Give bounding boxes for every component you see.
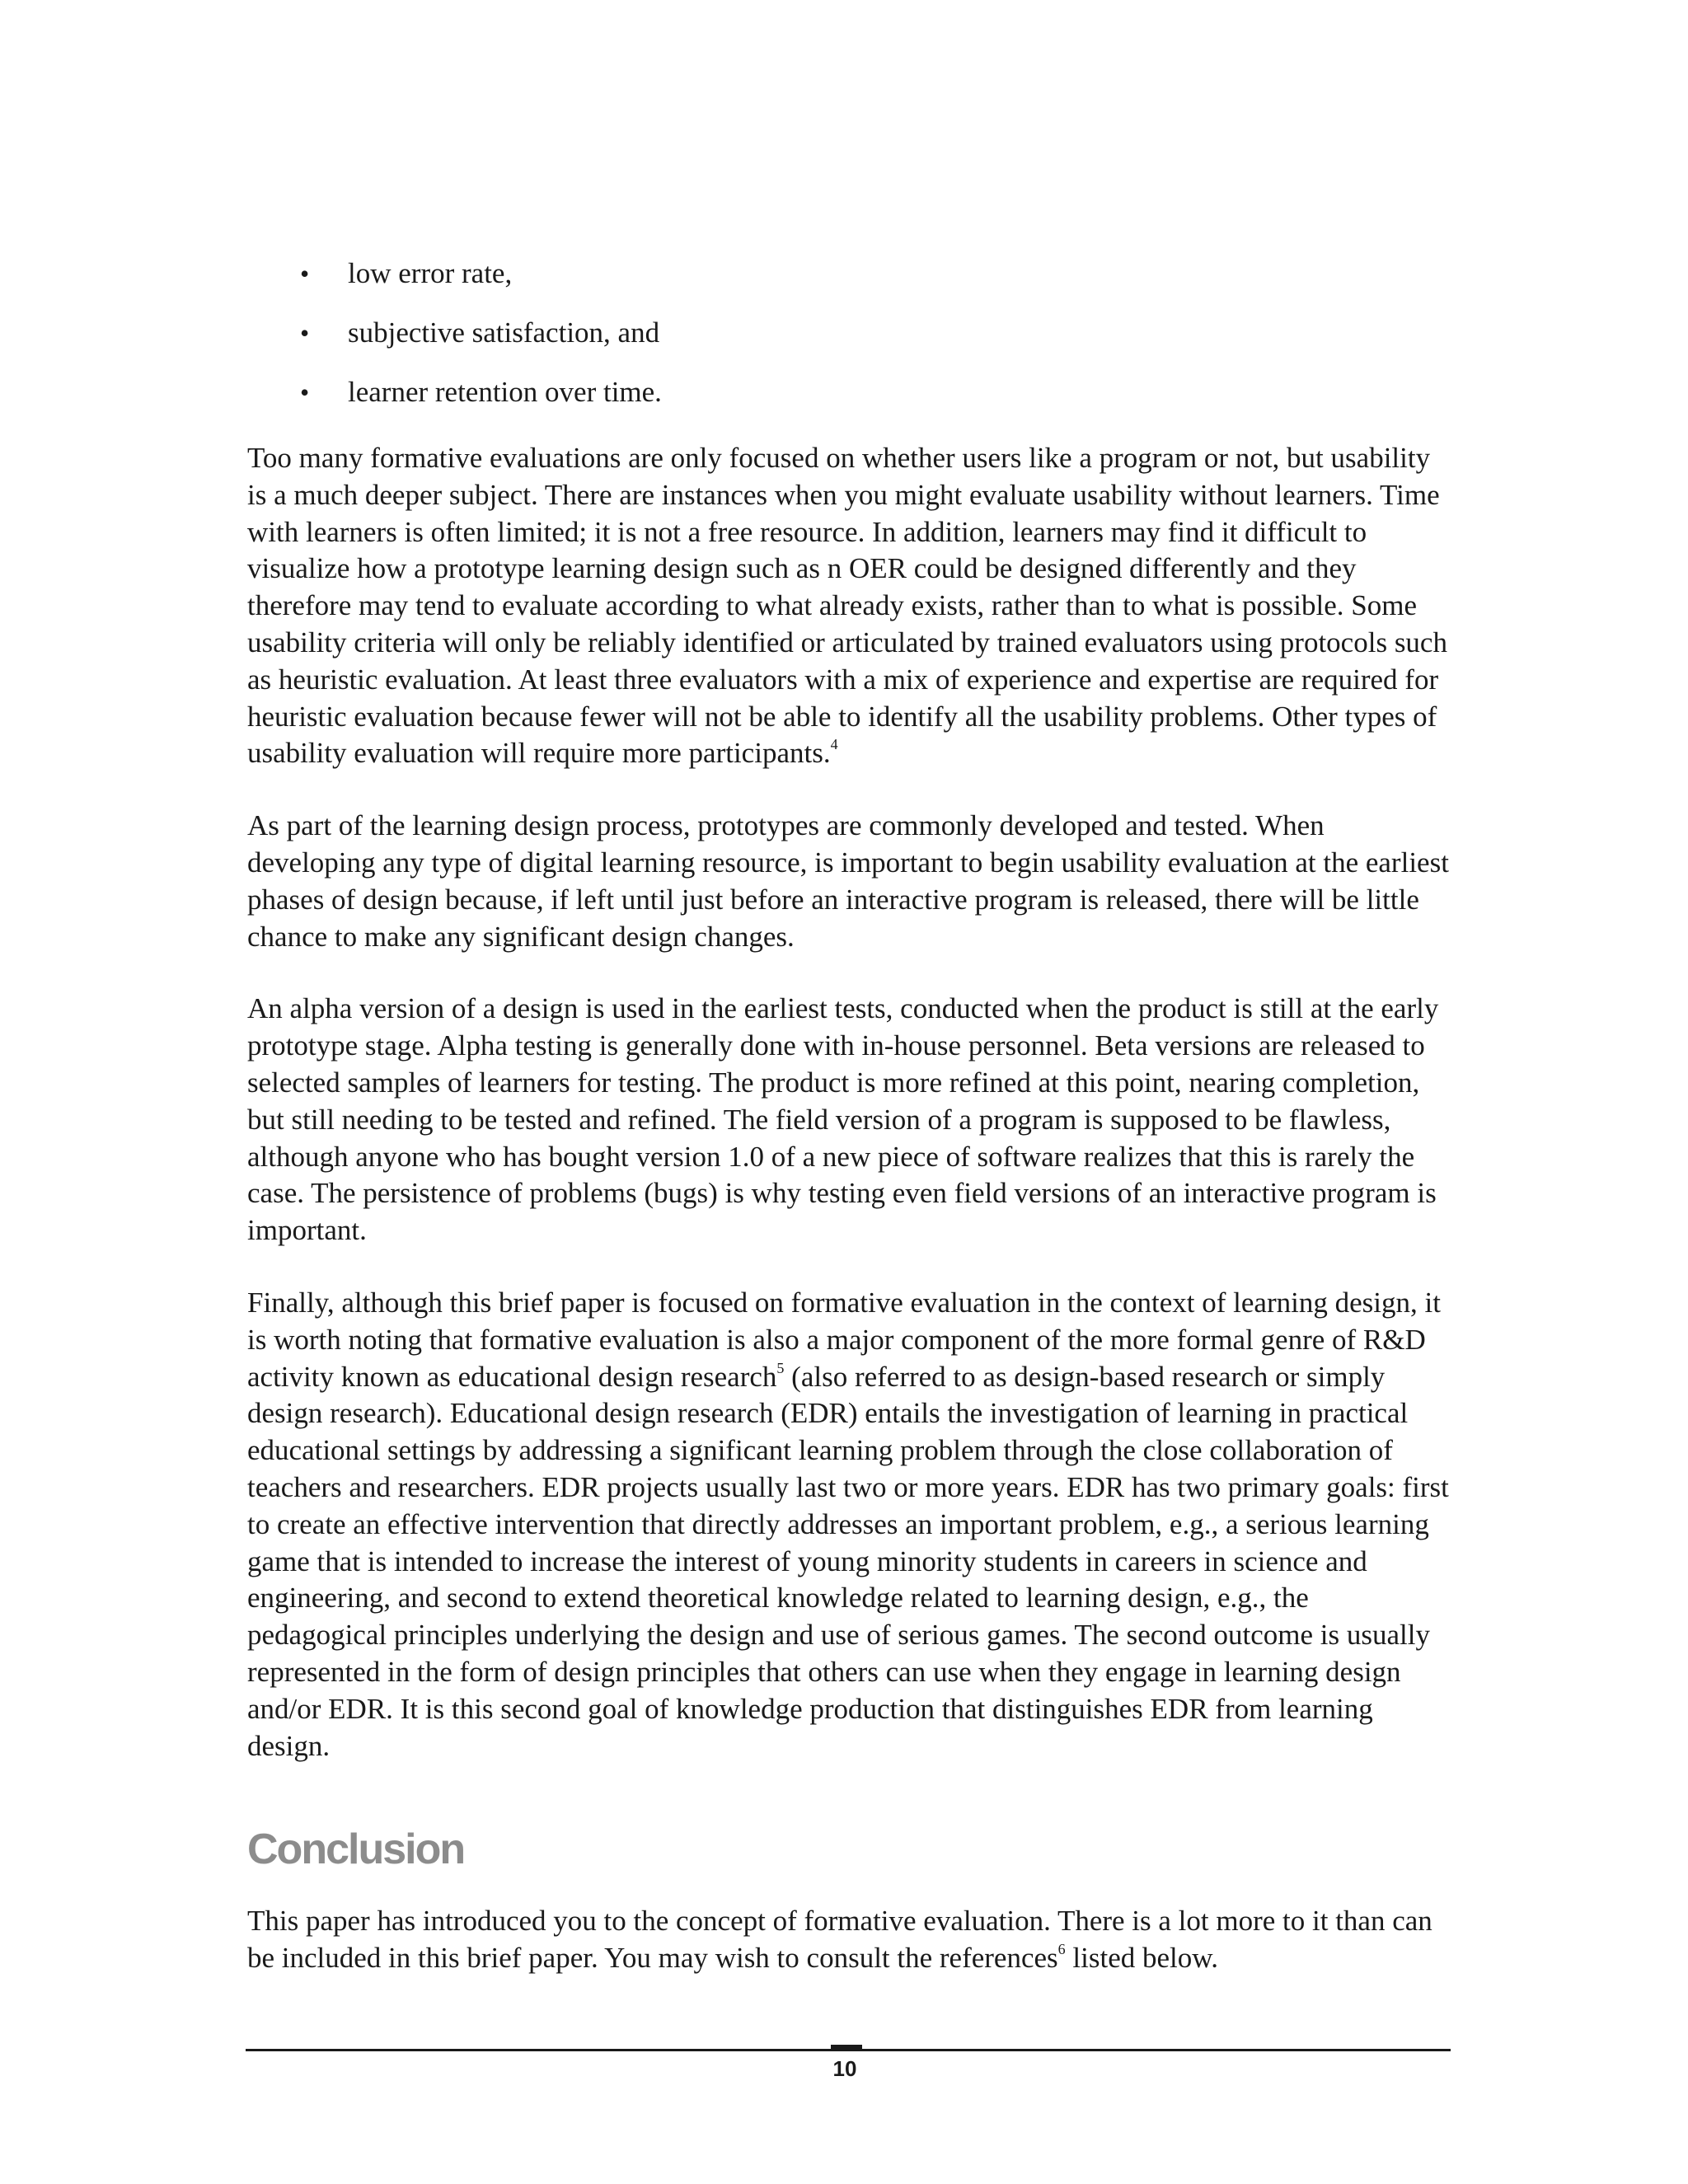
list-item-text: subjective satisfaction, and (348, 316, 660, 349)
paragraph-text: listed below. (1065, 1942, 1219, 1975)
footer-divider (246, 2049, 1451, 2051)
usability-criteria-list (247, 244, 1451, 422)
paragraph-text: As part of the learning design process, prototypes are commonly developed and tested. When developing any type of digital learning resource, is important to begin usability evaluation at the earliest phases of design because, if left until just before an interactive program is released, there will be little chance to make any significant design changes. (247, 809, 1449, 953)
list-item (247, 244, 1451, 303)
bullet-icon: • (300, 377, 310, 407)
paragraph-text: An alpha version of a design is used in the earliest tests, conducted when the product is still at the early prototype stage. Alpha testing is generally done with in-house personnel. Beta versions are released to selected samples of learners for testing. The product is more refined at this point, nearing completion, but still needing to be tested and refined. The field version of a program is supposed to be flawless, although anyone who has bought version 1.0 of a new piece of software realizes that this is rarely the case. The persistence of problems (bugs) is why testing even field versions of an interactive program is important. (247, 992, 1439, 1247)
footnote-marker: 6 (1057, 1941, 1066, 1958)
footer-divider-tab (831, 2045, 862, 2049)
list-item-text: low error rate, (348, 257, 513, 289)
section-heading-conclusion: Conclusion (247, 1825, 465, 1874)
paragraph-conclusion (247, 1903, 1451, 1977)
paragraph-text: This paper has introduced you to the concept of formative evaluation. There is a lot more to it than can be included in this brief paper. You may wish to consult the references (247, 1905, 1432, 1975)
page-body (247, 244, 1451, 2013)
list-item (247, 363, 1451, 422)
paragraph-text: Finally, although this brief paper is focused on formative evaluation in the context of learning design, it is worth noting that formative evaluation is also a major component of the more formal genre of R&D activity known as educational design research (247, 1286, 1441, 1393)
paragraph-text: Too many formative evaluations are only focused on whether users like a program or not, but usability is a much deeper subject. There are instances when you might evaluate usability without learners. Time with learners is often limited; it is not a free resource. In addition, learners may find it difficult to visualize how a prototype learning design such as n OER could be designed differently and they therefore may tend to evaluate according to what already exists, rather than to what is possible. Some usability criteria will only be reliably identified or articulated by trained evaluators using protocols such as heuristic evaluation. At least three evaluators with a mix of experience and expertise are required for heuristic evaluation because fewer will not be able to identify all the usability problems. Other types of usability evaluation will require more participants. (247, 442, 1447, 770)
page-number: 10 (832, 2056, 857, 2081)
paragraph-design-research (247, 1285, 1451, 1765)
paragraph-prototypes (247, 808, 1451, 955)
bullet-icon: • (300, 318, 310, 348)
paragraph-versions (247, 991, 1451, 1249)
list-item-text: learner retention over time. (348, 376, 662, 408)
bullet-icon: • (300, 259, 310, 288)
footnote-marker: 4 (830, 736, 838, 753)
paragraph-usability (247, 440, 1451, 772)
list-item (247, 303, 1451, 363)
footnote-marker: 5 (776, 1359, 785, 1376)
paragraph-text: (also referred to as design-based research or simply design research). Educational design research (EDR) entails the investigation of learning in practical educational settings by addressing a significant learning problem through the close collaboration of teachers and researchers. EDR projects usually last two or more years. EDR has two primary goals: first to create an effective intervention that directly addresses an important problem, e.g., a serious learning game that is intended to increase the interest of young minority students in careers in science and engineering, and second to extend theoretical knowledge related to learning design, e.g., the pedagogical principles underlying the design and use of serious games. The second outcome is usually represented in the form of design principles that others can use when they engage in learning design and/or EDR. It is this second goal of knowledge production that distinguishes EDR from learning design. (247, 1360, 1449, 1762)
